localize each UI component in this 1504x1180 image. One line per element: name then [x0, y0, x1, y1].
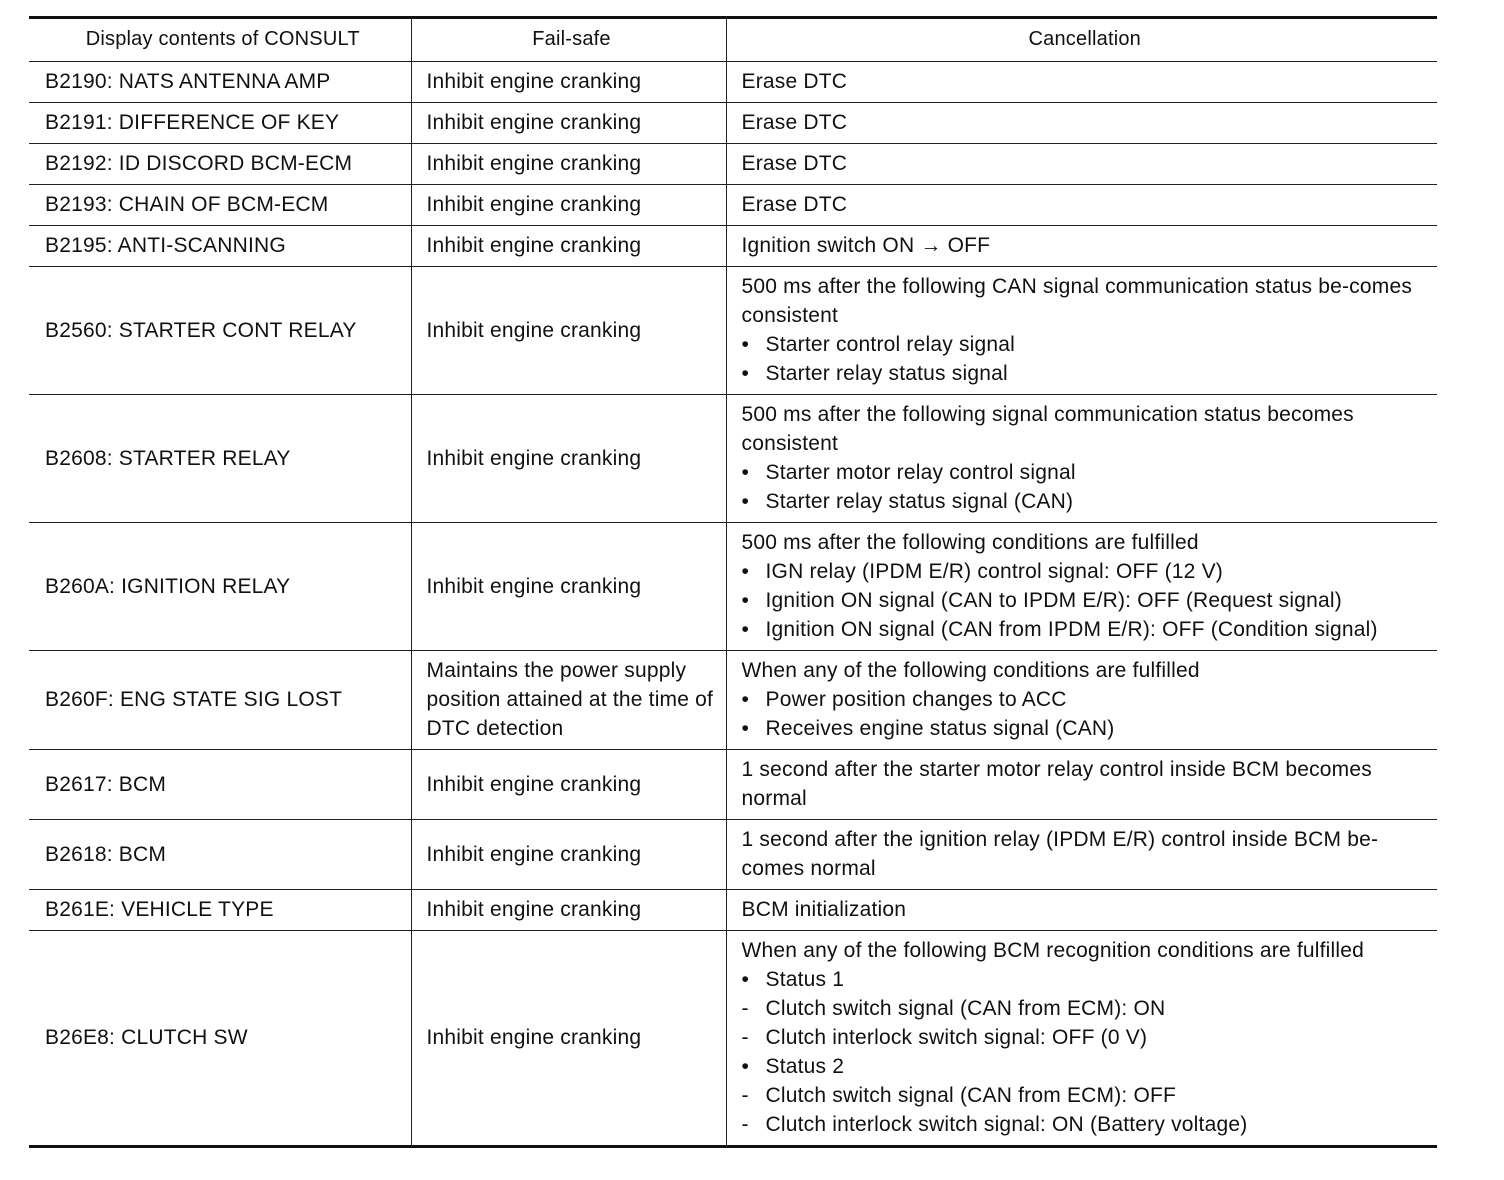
dtc-code-cell: B2195: ANTI-SCANNING: [29, 226, 411, 267]
dtc-code-cell: B26E8: CLUTCH SW: [29, 931, 411, 1147]
fail-safe-table: [29, 16, 1437, 1148]
table-row: [29, 890, 1437, 931]
cancellation-item-text: Clutch interlock switch signal: ON (Battery voltage): [765, 1113, 1248, 1136]
fail-safe-cell: Inhibit engine cranking: [411, 267, 726, 395]
table-row: [29, 62, 1437, 103]
cancellation-intro: 1 second after the ignition relay (IPDM E/R) control inside BCM be-comes normal: [741, 828, 1379, 880]
header-row: [29, 18, 1437, 62]
dtc-code-cell: B260F: ENG STATE SIG LOST: [29, 651, 411, 750]
dash-marker: -: [741, 997, 749, 1020]
cancellation-intro: When any of the following BCM recognition conditions are fulfilled: [741, 939, 1365, 962]
fail-safe-cell: Inhibit engine cranking: [411, 523, 726, 651]
cancellation-list-item: [742, 1052, 1428, 1081]
cancellation-cell: Ignition switch ON → OFF: [726, 226, 1437, 267]
cancellation-list-item: [742, 1023, 1428, 1052]
fail-safe-cell: Inhibit engine cranking: [411, 395, 726, 523]
table-body: [29, 62, 1437, 1147]
cancellation-item-text: Status 2: [765, 1055, 845, 1078]
table-row: [29, 750, 1437, 820]
table-header: [29, 18, 1437, 62]
fail-safe-cell: Inhibit engine cranking: [411, 226, 726, 267]
cancellation-cell: [726, 523, 1437, 651]
cancellation-list-item: [742, 1110, 1428, 1139]
fail-safe-cell: Inhibit engine cranking: [411, 820, 726, 890]
cancellation-intro: 500 ms after the following conditions are fulfilled: [741, 531, 1199, 554]
bullet-marker: •: [741, 560, 750, 583]
cancellation-item-text: IGN relay (IPDM E/R) control signal: OFF (12 V): [765, 560, 1223, 583]
cancellation-cell: [726, 267, 1437, 395]
dash-marker: -: [741, 1084, 749, 1107]
header-cancellation: Cancellation: [726, 18, 1437, 62]
cancellation-item-text: Starter motor relay control signal: [765, 461, 1076, 484]
cancellation-intro: 500 ms after the following CAN signal communication status be-comes consistent: [741, 275, 1413, 327]
cancellation-cell: Erase DTC: [726, 185, 1437, 226]
cancellation-item-text: Starter control relay signal: [765, 333, 1016, 356]
table-row: [29, 651, 1437, 750]
cancellation-list-item: [742, 487, 1428, 516]
cancellation-item-text: Power position changes to ACC: [765, 688, 1067, 711]
cancellation-item-text: Clutch switch signal (CAN from ECM): OFF: [765, 1084, 1177, 1107]
table-row: [29, 267, 1437, 395]
table-row: [29, 931, 1437, 1147]
header-fail-safe: Fail-safe: [411, 18, 726, 62]
cancellation-item-text: Starter relay status signal (CAN): [765, 490, 1074, 513]
cancellation-list-item: [742, 685, 1428, 714]
bullet-marker: •: [741, 490, 750, 513]
cancellation-list-item: [742, 458, 1428, 487]
cancellation-item-text: Clutch interlock switch signal: OFF (0 V): [765, 1026, 1148, 1049]
dtc-code-cell: B2608: STARTER RELAY: [29, 395, 411, 523]
table-row: [29, 226, 1437, 267]
cancellation-list-item: [742, 1081, 1428, 1110]
cancellation-list-item: [742, 965, 1428, 994]
table-row: [29, 523, 1437, 651]
bullet-marker: •: [741, 589, 750, 612]
cancellation-cell: [726, 395, 1437, 523]
cancellation-list-item: [742, 714, 1428, 743]
dtc-code-cell: B2192: ID DISCORD BCM-ECM: [29, 144, 411, 185]
cancellation-item-text: Receives engine status signal (CAN): [765, 717, 1115, 740]
cancellation-cell: [726, 820, 1437, 890]
cancellation-list: [742, 330, 1428, 388]
cancellation-item-text: Ignition ON signal (CAN from IPDM E/R): OFF (Condition signal): [765, 618, 1378, 641]
table-row: [29, 820, 1437, 890]
bullet-marker: •: [741, 333, 750, 356]
cancellation-list: [742, 458, 1428, 516]
cancellation-list-item: [742, 994, 1428, 1023]
cancellation-list-item: [742, 330, 1428, 359]
dtc-code-cell: B260A: IGNITION RELAY: [29, 523, 411, 651]
dtc-code-cell: B2193: CHAIN OF BCM-ECM: [29, 185, 411, 226]
table-row: [29, 395, 1437, 523]
cancellation-cell: [726, 750, 1437, 820]
cancellation-item-text: Ignition ON signal (CAN to IPDM E/R): OFF (Request signal): [765, 589, 1342, 612]
bullet-marker: •: [741, 618, 750, 641]
dash-marker: -: [741, 1113, 749, 1136]
bullet-marker: •: [741, 717, 750, 740]
fail-safe-cell: Maintains the power supply position attained at the time of DTC detection: [411, 651, 726, 750]
cancellation-list-item: [742, 615, 1428, 644]
fail-safe-cell: Inhibit engine cranking: [411, 890, 726, 931]
cancellation-cell: [726, 651, 1437, 750]
cancellation-list-item: [742, 557, 1428, 586]
cancellation-list: [742, 965, 1428, 1139]
dtc-code-cell: B2618: BCM: [29, 820, 411, 890]
cancellation-list-item: [742, 359, 1428, 388]
cancellation-item-text: Status 1: [765, 968, 845, 991]
cancellation-intro: When any of the following conditions are fulfilled: [741, 659, 1200, 682]
cancellation-item-text: Clutch switch signal (CAN from ECM): ON: [765, 997, 1166, 1020]
dtc-code-cell: B2617: BCM: [29, 750, 411, 820]
cancellation-list: [742, 557, 1428, 644]
dtc-code-cell: B261E: VEHICLE TYPE: [29, 890, 411, 931]
dtc-code-cell: B2560: STARTER CONT RELAY: [29, 267, 411, 395]
fail-safe-cell: Inhibit engine cranking: [411, 750, 726, 820]
fail-safe-cell: Inhibit engine cranking: [411, 62, 726, 103]
bullet-marker: •: [741, 461, 750, 484]
dtc-code-cell: B2191: DIFFERENCE OF KEY: [29, 103, 411, 144]
table-row: [29, 185, 1437, 226]
table-row: [29, 144, 1437, 185]
cancellation-list: [742, 685, 1428, 743]
bullet-marker: •: [741, 688, 750, 711]
table-row: [29, 103, 1437, 144]
bullet-marker: •: [741, 362, 750, 385]
fail-safe-cell: Inhibit engine cranking: [411, 931, 726, 1147]
bullet-marker: •: [741, 968, 750, 991]
fail-safe-cell: Inhibit engine cranking: [411, 185, 726, 226]
header-display-contents: Display contents of CONSULT: [29, 18, 411, 62]
cancellation-cell: Erase DTC: [726, 103, 1437, 144]
fail-safe-cell: Inhibit engine cranking: [411, 144, 726, 185]
cancellation-cell: Erase DTC: [726, 144, 1437, 185]
cancellation-item-text: Starter relay status signal: [765, 362, 1008, 385]
cancellation-cell: BCM initialization: [726, 890, 1437, 931]
cancellation-list-item: [742, 586, 1428, 615]
cancellation-cell: [726, 931, 1437, 1147]
dash-marker: -: [741, 1026, 749, 1049]
cancellation-intro: 500 ms after the following signal communication status becomes consistent: [741, 403, 1354, 455]
dtc-code-cell: B2190: NATS ANTENNA AMP: [29, 62, 411, 103]
cancellation-intro: 1 second after the starter motor relay control inside BCM becomes normal: [741, 758, 1372, 810]
fail-safe-cell: Inhibit engine cranking: [411, 103, 726, 144]
cancellation-cell: Erase DTC: [726, 62, 1437, 103]
bullet-marker: •: [741, 1055, 750, 1078]
